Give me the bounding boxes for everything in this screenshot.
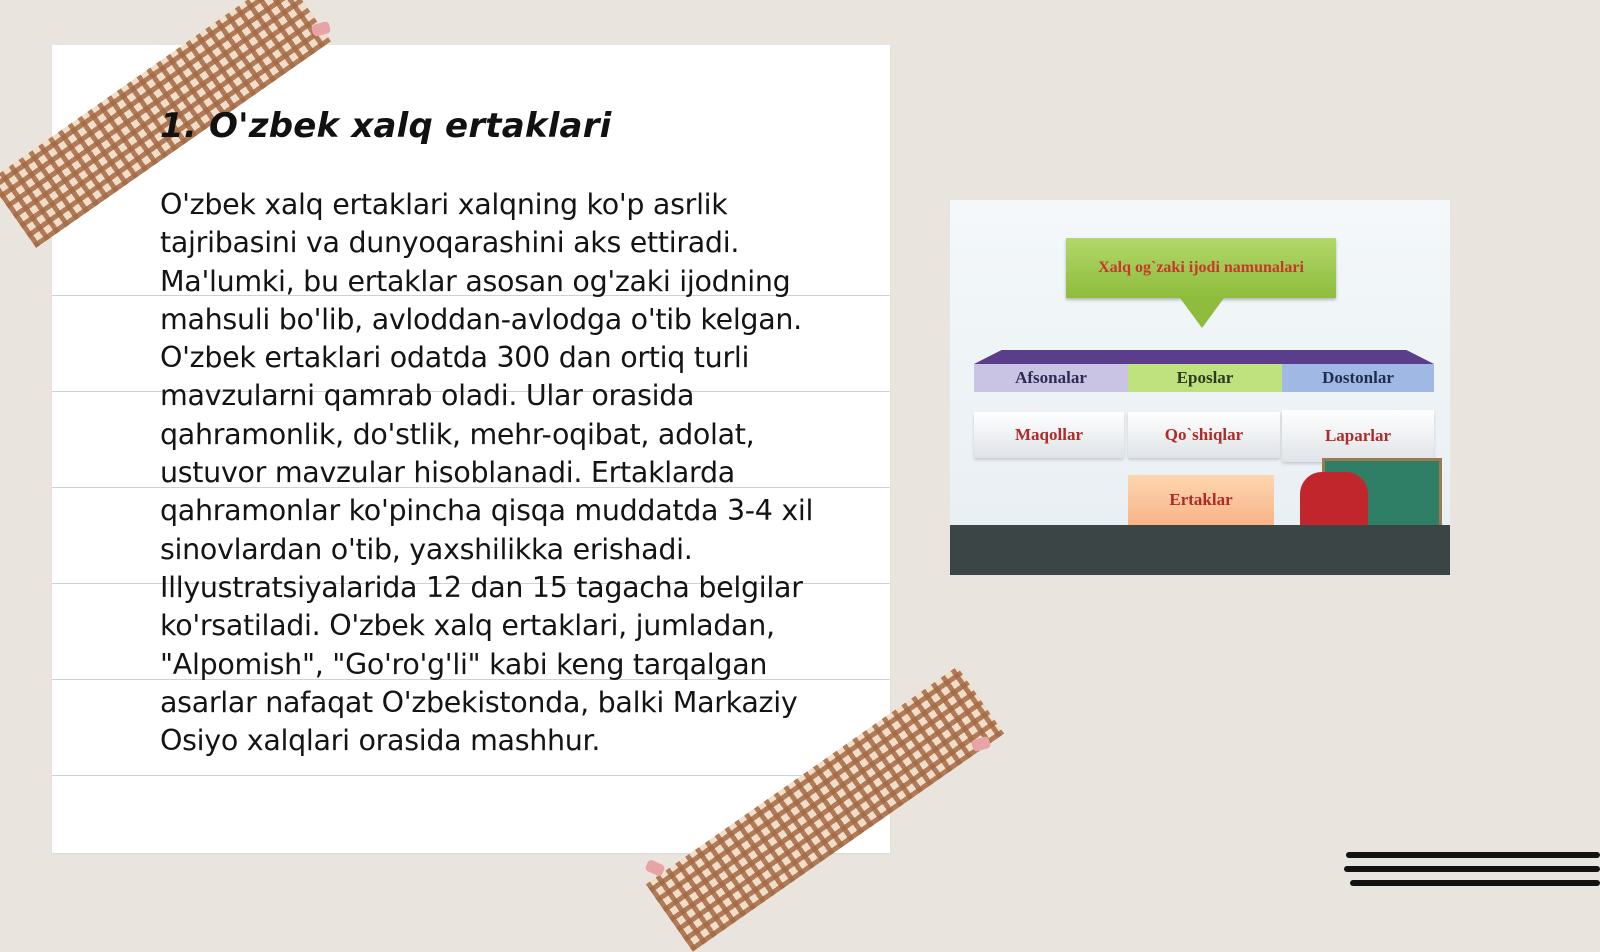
slide-title: 1. O'zbek xalq ertaklari [160, 106, 612, 146]
decorative-stripe [1344, 866, 1600, 872]
diagram-header: Xalq og`zaki ijodi namunalari [1066, 238, 1336, 298]
paper-line [52, 775, 890, 776]
folk-genres-diagram [950, 200, 1450, 575]
category-afsonalar: Afsonalar [974, 364, 1128, 392]
category-eposlar: Eposlar [1128, 364, 1282, 392]
slide-body-text: O'zbek xalq ertaklari xalqning ko'p asrlik tajribasini va dunyoqarashini aks ettiradi. Ma'lumki, bu ertaklar asosan og'zaki ijodning mahsuli bo'lib, avloddan-avlodga o'tib kelgan. O'zbek ertaklari odatda 300 dan ortiq turli mavzularni qamrab oladi. Ular orasida qahramonlik, do'stlik, mehr-oqibat, adolat, ustuvor mavzular hisoblanadi. Ertaklarda qahramonlar ko'pincha qisqa muddatda 3-4 xil sinovlardan o'tib, yaxshilikka erishadi. Illyustratsiyalarida 12 dan 15 tagacha belgilar ko'rsatiladi. O'zbek xalq ertaklari, jumladan, "Alpomish", "Go'ro'g'li" kabi keng tarqalgan asarlar nafaqat O'zbekistonda, balki Markaziy Osiyo xalqlari orasida mashhur. [160, 188, 814, 758]
diagram-roof [974, 350, 1434, 364]
genre-laparlar: Laparlar [1282, 410, 1434, 462]
genre-maqollar: Maqollar [974, 412, 1124, 458]
genre-qoshiqlar: Qo`shiqlar [1128, 412, 1280, 458]
diagram-floor [950, 525, 1450, 575]
decorative-stripe [1350, 880, 1600, 886]
genre-ertaklar: Ertaklar [1128, 475, 1274, 525]
down-arrow-icon [1180, 298, 1224, 328]
category-dostonlar: Dostonlar [1282, 364, 1434, 392]
decorative-stripe [1346, 852, 1600, 858]
